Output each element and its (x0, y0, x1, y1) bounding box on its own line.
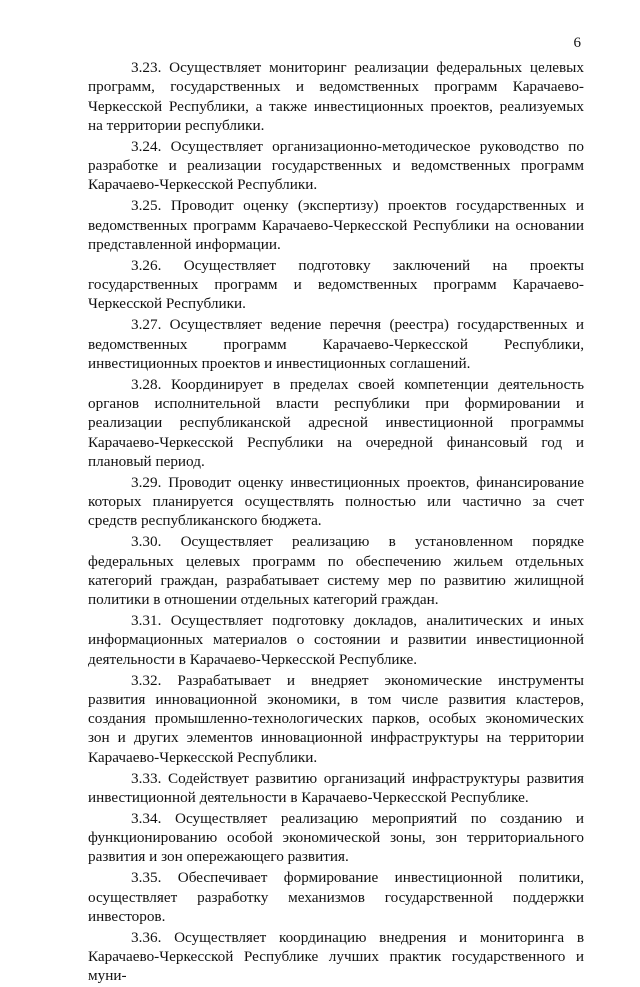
paragraph-3-26: 3.26. Осуществляет подготовку заключений на проекты государственных программ и ведомственных программ Карачаево-Черкесской Республики. (88, 256, 584, 313)
paragraph-3-32: 3.32. Разрабатывает и внедряет экономические инструменты развития инновационной экономики, в том числе развития кластеров, создания промышленно-технологических парков, особых экономических зон и других элементов инновационной инфраструктуры на территории Карачаево-Черкесской Республики. (88, 671, 584, 766)
paragraph-3-35: 3.35. Обеспечивает формирование инвестиционной политики, осуществляет разработку механизмов государственной поддержки инвесторов. (88, 869, 584, 925)
document-body (88, 58, 584, 987)
paragraph-3-30: 3.30. Осуществляет реализацию в установленном порядке федеральных целевых программ по обеспечению жильем отдельных категорий граждан, разрабатывает систему мер по развитию жилищной политики в отношении отдельных категорий граждан. (88, 533, 584, 609)
paragraph-3-25: 3.25. Проводит оценку (экспертизу) проектов государственных и ведомственных программ Карачаево-Черкесской Республики на основании представленной информации. (88, 197, 584, 253)
paragraph-3-33: 3.33. Содействует развитию организаций инфраструктуры развития инвестиционной деятельности в Карачаево-Черкесской Республике. (88, 769, 584, 806)
paragraph-3-24: 3.24. Осуществляет организационно-методическое руководство по разработке и реализации государственных и ведомственных программ Карачаево-Черкесской Республики. (88, 137, 584, 194)
paragraph-3-27: 3.27. Осуществляет ведение перечня (реестра) государственных и ведомственных программ Карачаево-Черкесской Республики, инвестиционных проектов и инвестиционных соглашений. (88, 316, 584, 372)
paragraph-3-34: 3.34. Осуществляет реализацию мероприятий по созданию и функционированию особой экономической зоны, зон территориального развития и зон опережающего развития. (88, 809, 584, 866)
paragraph-3-23: 3.23. Осуществляет мониторинг реализации федеральных целевых программ, государственных и ведомственных программ Карачаево-Черкесской Республики, а также инвестиционных проектов, реализуемых на территории республики. (88, 59, 584, 134)
paragraph-3-29: 3.29. Проводит оценку инвестиционных проектов, финансирование которых планируется осуществлять полностью или частично за счет средств республиканского бюджета. (88, 473, 584, 530)
paragraph-3-36: 3.36. Осуществляет координацию внедрения и мониторинга в Карачаево-Черкесской Республике лучших практик государственного и муни- (88, 928, 584, 985)
paragraph-3-31: 3.31. Осуществляет подготовку докладов, аналитических и иных информационных материалов о состоянии и развитии инвестиционной деятельности в Карачаево-Черкесской Республике. (88, 612, 584, 668)
page-number: 6 (573, 35, 581, 51)
paragraph-3-28: 3.28. Координирует в пределах своей компетенции деятельность органов исполнительной власти республики при формировании и реализации республиканской адресной инвестиционной программы Карачаево-Черкесской Республики на очередной финансовый год и плановый период. (88, 375, 584, 470)
